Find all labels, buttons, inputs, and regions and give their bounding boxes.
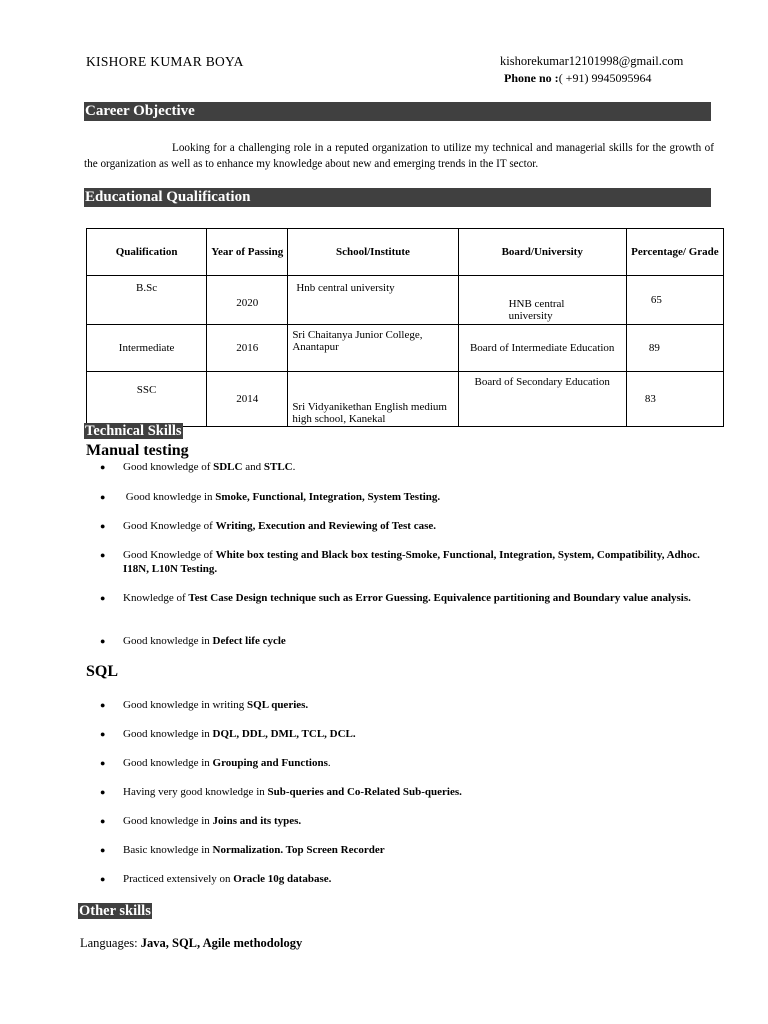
bullet-icon: ● — [100, 700, 106, 710]
table-header-cell: Board/University — [458, 229, 626, 276]
subsection-title-manual-testing: Manual testing — [86, 442, 189, 459]
section-heading-label: Technical Skills — [85, 423, 182, 439]
table-cell: 2014 — [207, 372, 288, 427]
candidate-name: KISHORE KUMAR BOYA — [86, 54, 244, 69]
phone-number — [504, 71, 651, 86]
section-heading-career-objective: Career Objective — [84, 102, 711, 121]
languages-line — [80, 936, 302, 951]
list-item: ● Good Knowledge of White box testing and Black box testing-Smoke, Functional, Integration, System, Compatibility, Adhoc. I18N, L10N Testing. — [100, 549, 700, 575]
bullet-icon: ● — [100, 462, 106, 472]
list-item: ● Good knowledge of SDLC and STLC. — [100, 461, 296, 473]
table-cell: B.Sc — [87, 276, 207, 325]
bullet-icon: ● — [100, 729, 106, 739]
education-table — [86, 228, 724, 427]
table-cell: HNB central university — [458, 276, 626, 325]
table-cell: 2016 — [207, 325, 288, 372]
list-item: ● Basic knowledge in Normalization. Top Screen Recorder — [100, 844, 385, 856]
table-header-cell: School/Institute — [288, 229, 458, 276]
table-row — [87, 276, 724, 325]
table-cell: SSC — [87, 372, 207, 427]
bullet-icon: ● — [100, 845, 106, 855]
list-item: ● Good knowledge in Smoke, Functional, Integration, System Testing. — [100, 491, 441, 503]
subsection-title-sql: SQL — [86, 663, 119, 680]
list-item: ● Good knowledge in Grouping and Functions. — [100, 757, 331, 769]
phone-value: ( +91) 9945095964 — [558, 71, 652, 85]
bullet-icon: ● — [100, 787, 106, 797]
languages-value: Java, SQL, Agile methodology — [140, 936, 303, 950]
bullet-icon: ● — [100, 816, 106, 826]
list-item: ● Knowledge of Test Case Design technique such as Error Guessing. Equivalence partitioning and Boundary value analysis. — [100, 592, 691, 604]
table-cell: 83 — [626, 372, 723, 427]
table-header-cell: Qualification — [87, 229, 207, 276]
table-header-cell: Year of Passing — [207, 229, 288, 276]
table-cell: Sri Vidyanikethan English medium high school, Kanekal — [288, 372, 458, 427]
list-item: ● Good knowledge in Joins and its types. — [100, 815, 302, 827]
bullet-icon: ● — [100, 758, 106, 768]
section-heading-technical-skills — [84, 422, 183, 440]
table-header-cell: Percentage/ Grade — [626, 229, 723, 276]
section-heading-other-skills — [78, 902, 152, 920]
table-cell: Sri Chaitanya Junior College, Anantapur — [288, 325, 458, 372]
bullet-icon: ● — [100, 636, 106, 646]
bullet-icon: ● — [100, 593, 106, 603]
table-cell: Board of Intermediate Education — [458, 325, 626, 372]
bullet-icon: ● — [100, 492, 106, 502]
email-address: kishorekumar12101998@gmail.com — [500, 54, 684, 68]
bullet-icon: ● — [100, 874, 106, 884]
list-item: ● Practiced extensively on Oracle 10g database. — [100, 873, 332, 885]
languages-label: Languages: — [80, 936, 141, 950]
table-cell: 2020 — [207, 276, 288, 325]
table-cell: Hnb central university — [288, 276, 458, 325]
table-cell: 65 — [626, 276, 723, 325]
section-heading-education: Educational Qualification — [84, 188, 711, 207]
phone-label: Phone no : — [504, 71, 559, 85]
table-row — [87, 372, 724, 427]
table-cell: 89 — [626, 325, 723, 372]
bullet-icon: ● — [100, 550, 106, 560]
table-cell: Board of Secondary Education — [458, 372, 626, 427]
section-heading-label: Other skills — [79, 903, 151, 919]
list-item: ● Having very good knowledge in Sub-queries and Co-Related Sub-queries. — [100, 786, 462, 798]
table-row — [87, 325, 724, 372]
bullet-icon: ● — [100, 521, 106, 531]
table-cell: Intermediate — [87, 325, 207, 372]
list-item: ● Good knowledge in Defect life cycle — [100, 635, 286, 647]
list-item: ● Good knowledge in DQL, DDL, DML, TCL, DCL. — [100, 728, 356, 740]
list-item: ● Good Knowledge of Writing, Execution and Reviewing of Test case. — [100, 520, 436, 532]
list-item: ● Good knowledge in writing SQL queries. — [100, 699, 309, 711]
objective-text: Looking for a challenging role in a reputed organization to utilize my technical and managerial skills for the growth of the organization as well as to enhance my knowledge about new and emerging trends in the IT sector. — [84, 142, 714, 170]
table-header-row — [87, 229, 724, 276]
